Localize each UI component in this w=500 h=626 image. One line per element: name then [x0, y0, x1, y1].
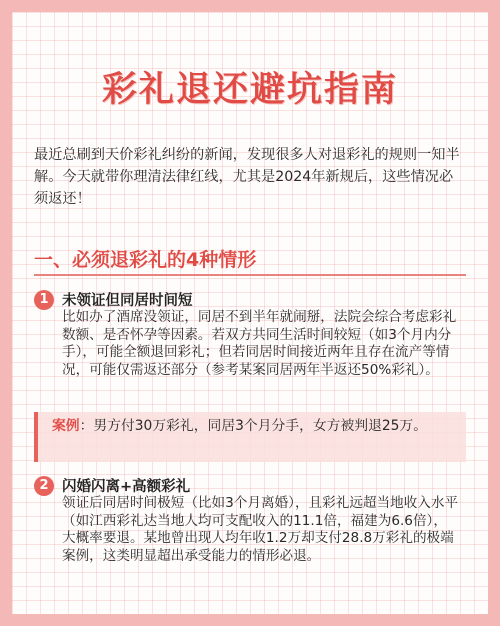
case-callout — [34, 412, 466, 462]
page-title: 彩礼退还避坑指南 — [101, 70, 398, 110]
section-divider — [34, 274, 466, 276]
section-heading: 一、必须退彩礼的4种情形 — [34, 249, 257, 271]
item-title: 闪婚闪离+高额彩礼 — [62, 479, 191, 495]
number-badge: 2 — [34, 476, 54, 496]
intro-paragraph: 最近总刷到天价彩礼纠纷的新闻，发现很多人对退彩礼的规则一知半解。今天就带你理清法律红线，尤其是2024年新规后，这些情况必须返还！ — [34, 147, 460, 207]
case-content: ：男方付30万彩礼，同居3个月分手，女方被判退25万。 — [79, 418, 428, 434]
item-body: 比如办了酒席没领证，同居不到半年就闹掰，法院会综合考虑彩礼数额、是否怀孕等因素。若双方共同生活时间较短（如3个月内分手），可能全额退回彩礼；但若同居时间接近两年且存在流产等情况，可能仅需返还部分（参考某案同居两年半返还50%彩礼）。 — [62, 309, 457, 378]
item-title: 未领证但同居时间短 — [62, 293, 193, 309]
case-text — [52, 416, 456, 437]
page-frame — [12, 12, 488, 614]
case-label: 案例 — [52, 418, 80, 434]
number-badge: 1 — [34, 290, 54, 310]
item-body: 领证后同居时间极短（比如3个月离婚），且彩礼远超当地收入水平（如江西彩礼达当地人均可支配收入的11.1倍，福建为6.6倍），大概率要退。某地曾出现人均年收1.2万却支付28.8万彩礼的极端案例，这类明显超出承受能力的情形必退。 — [62, 495, 459, 564]
